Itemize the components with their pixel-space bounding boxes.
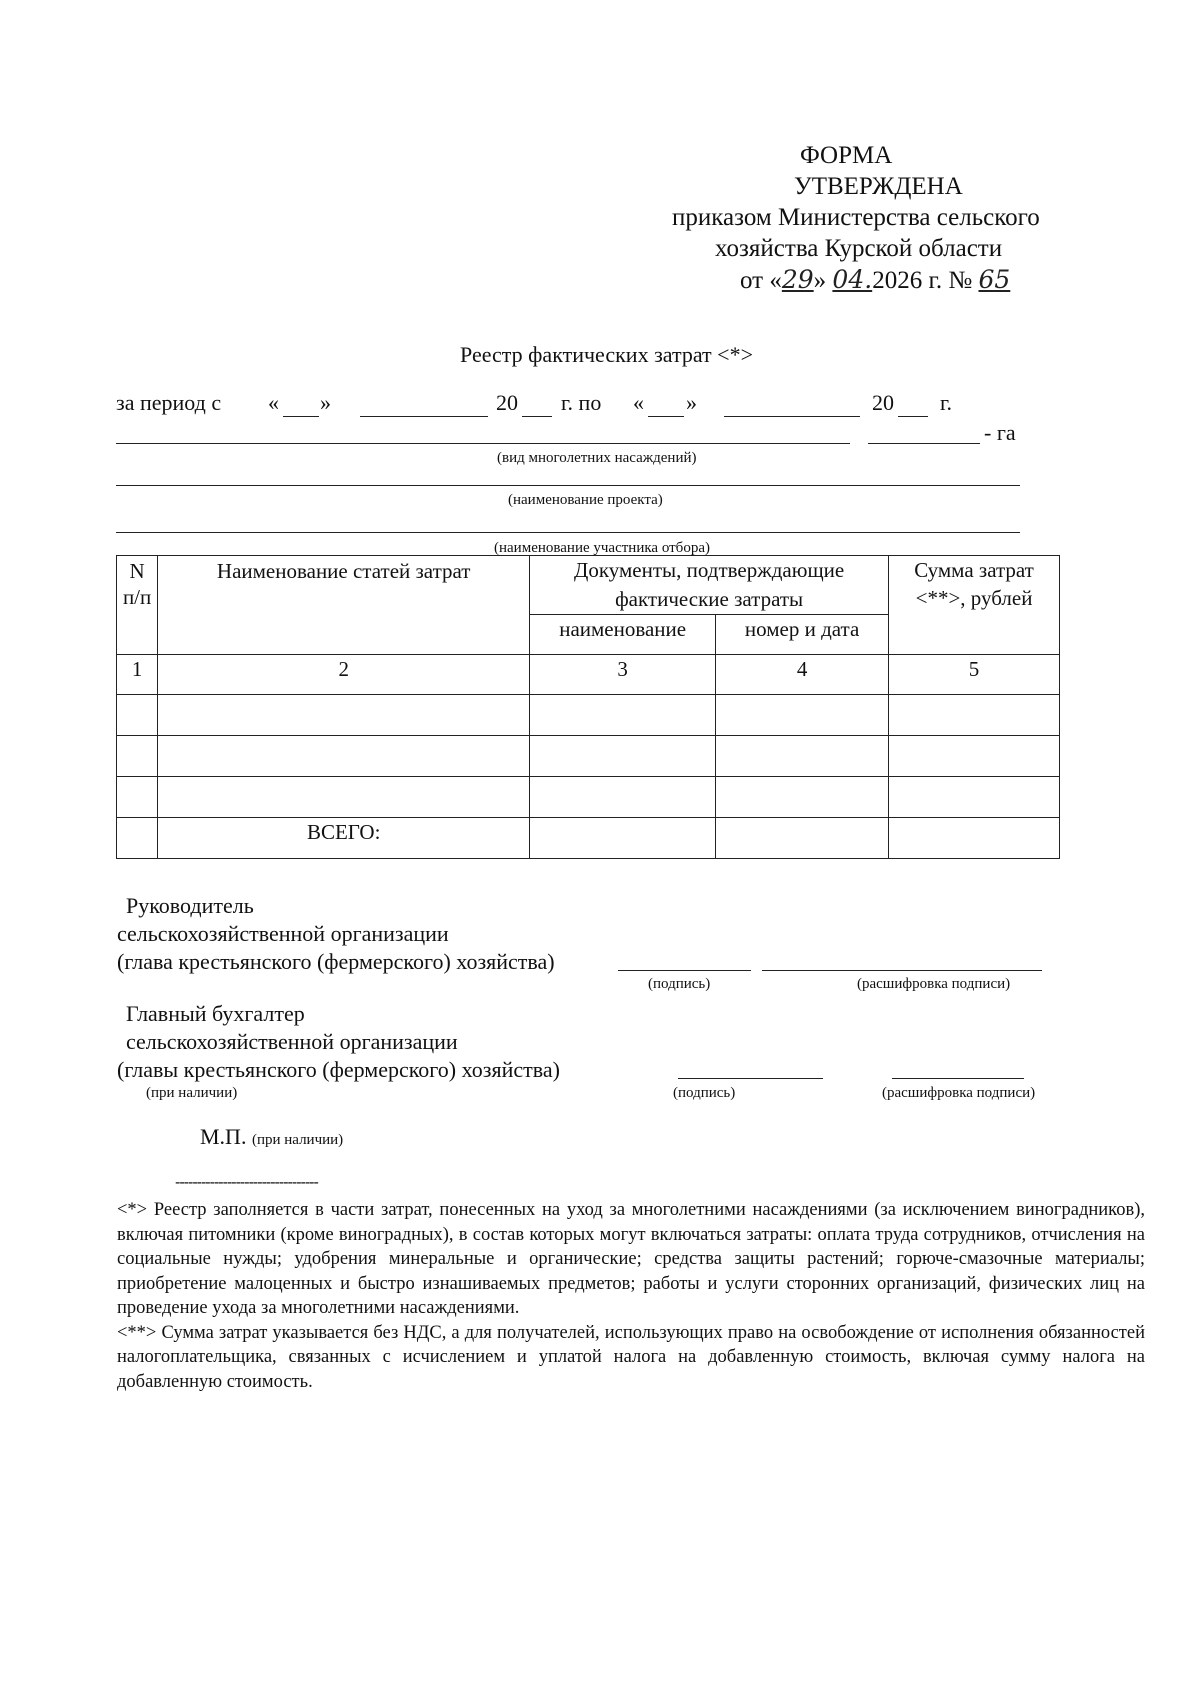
- period-open-quote-1: «: [268, 390, 279, 415]
- table-cell[interactable]: [530, 695, 716, 736]
- col-header-number: N п/п: [117, 556, 158, 655]
- project-name-caption: (наименование проекта): [508, 492, 663, 508]
- participant-name-field[interactable]: [116, 532, 1020, 533]
- costs-table: [116, 555, 1060, 859]
- col-header-cost-items: Наименование статей затрат: [158, 556, 530, 655]
- table-cell[interactable]: [530, 777, 716, 818]
- accountant-signature-caption: (подпись): [673, 1085, 736, 1101]
- accountant-organization: сельскохозяйственной организации: [126, 1029, 458, 1054]
- area-unit-label: - га: [984, 420, 1016, 445]
- col-header-sum: Сумма затрат <**>, рублей: [889, 556, 1060, 655]
- period-open-quote-2: «: [633, 390, 644, 415]
- head-signature-field[interactable]: [618, 970, 751, 971]
- participant-name-caption: (наименование участника отбора): [494, 540, 710, 556]
- col-number-1: 1: [117, 655, 158, 695]
- stamp-note: (при наличии): [251, 1132, 344, 1148]
- plantings-type-field[interactable]: [116, 443, 850, 444]
- period-end-label: г.: [940, 390, 953, 415]
- col-header-doc-number-date: номер и дата: [716, 615, 889, 655]
- accountant-note: (при наличии): [146, 1085, 238, 1101]
- total-label: ВСЕГО:: [158, 818, 530, 859]
- table-cell[interactable]: [889, 695, 1060, 736]
- approval-date-line: [740, 264, 1010, 296]
- col-number-5: 5: [889, 655, 1060, 695]
- period-year-1: 20: [496, 390, 518, 415]
- head-signature-caption: (подпись): [648, 976, 711, 992]
- table-row-column-numbers: [117, 655, 1060, 695]
- stamp-text: М.П.: [200, 1124, 247, 1149]
- approval-order-line: приказом Министерства сельского: [672, 204, 1040, 231]
- approval-number: 65: [978, 265, 1011, 294]
- footnote-1: <*> Реестр заполняется в части затрат, понесенных на уход за многолетними насаждениями (за исключением виноградников), включая питомники (кроме виноградных), в состав которых могут включаться затраты: оплата труда сотрудников, отчисления на социальные нужды; удобрения минеральные и органические; средства защиты растений; горюче-смазочные материалы; приобретение малоценных и быстро изнашиваемых предметов; работы и услуги сторонних организаций, физических лиц на проведение ухода за многолетними насаждениями.: [117, 1200, 1145, 1318]
- approval-date-mid: »: [813, 267, 827, 294]
- stamp-label: [200, 1124, 343, 1150]
- col-header-documents: Документы, подтверждающие фактические затраты: [530, 556, 889, 615]
- table-row: [117, 736, 1060, 777]
- table-cell[interactable]: [716, 736, 889, 777]
- head-title: Руководитель: [126, 893, 254, 918]
- period-year-2-blank[interactable]: [898, 416, 928, 417]
- table-cell[interactable]: [716, 777, 889, 818]
- table-cell[interactable]: [117, 777, 158, 818]
- period-year-1-blank[interactable]: [522, 416, 552, 417]
- approval-month: 04.: [832, 265, 873, 294]
- table-cell[interactable]: [889, 736, 1060, 777]
- table-cell[interactable]: [716, 818, 889, 859]
- table-header-row: [117, 556, 1060, 615]
- period-day-1-blank[interactable]: [283, 416, 319, 417]
- accountant-title: Главный бухгалтер: [126, 1001, 305, 1026]
- head-organization: сельскохозяйственной организации: [117, 921, 449, 946]
- col-number-3: 3: [530, 655, 716, 695]
- approval-ministry-line: хозяйства Курской области: [715, 235, 1003, 262]
- period-day-2-blank[interactable]: [648, 416, 684, 417]
- table-cell[interactable]: [889, 818, 1060, 859]
- table-total-row: [117, 818, 1060, 859]
- table-cell[interactable]: [530, 818, 716, 859]
- table-cell[interactable]: [530, 736, 716, 777]
- head-decode-field[interactable]: [762, 970, 1042, 971]
- plantings-type-caption: (вид многолетних насаждений): [497, 450, 697, 466]
- project-name-field[interactable]: [116, 485, 1020, 486]
- accountant-decode-caption: (расшифровка подписи): [882, 1085, 1036, 1101]
- period-month-1-blank[interactable]: [360, 416, 488, 417]
- approval-form-label: ФОРМА: [800, 142, 893, 169]
- approval-approved-label: УТВЕРЖДЕНА: [794, 173, 963, 200]
- accountant-farm: (главы крестьянского (фермерского) хозяйства): [117, 1057, 560, 1082]
- period-close-quote-2: »: [686, 390, 697, 415]
- head-decode-caption: (расшифровка подписи): [857, 976, 1011, 992]
- footnotes: [117, 1198, 1145, 1394]
- period-year-2: 20: [872, 390, 894, 415]
- approval-date-prefix: от «: [740, 267, 782, 294]
- col-number-4: 4: [716, 655, 889, 695]
- area-field[interactable]: [868, 443, 980, 444]
- approval-year: 2026 г. №: [872, 267, 973, 294]
- head-farm: (глава крестьянского (фермерского) хозяйства): [117, 949, 555, 974]
- table-cell[interactable]: [117, 818, 158, 859]
- period-by-label: г. по: [561, 390, 602, 415]
- table-row: [117, 695, 1060, 736]
- page-title: Реестр фактических затрат <*>: [460, 342, 753, 367]
- table-cell[interactable]: [158, 777, 530, 818]
- period-close-quote-1: »: [320, 390, 331, 415]
- period-label: за период с: [116, 390, 222, 415]
- col-header-doc-name: наименование: [530, 615, 716, 655]
- table-cell[interactable]: [889, 777, 1060, 818]
- approval-day: 29: [781, 265, 814, 294]
- accountant-decode-field[interactable]: [892, 1078, 1024, 1079]
- table-cell[interactable]: [158, 736, 530, 777]
- table-cell[interactable]: [158, 695, 530, 736]
- period-month-2-blank[interactable]: [724, 416, 860, 417]
- table-cell[interactable]: [117, 736, 158, 777]
- footnote-2: <**> Сумма затрат указывается без НДС, а для получателей, использующих право на освобождение от исполнения обязанностей налогоплательщика, связанных с исчислением и уплатой налога на добавленную стоимость, включая сумму налога на добавленную стоимость.: [117, 1322, 1145, 1392]
- table-cell[interactable]: [117, 695, 158, 736]
- table-cell[interactable]: [716, 695, 889, 736]
- table-row: [117, 777, 1060, 818]
- footnote-separator: ---------------------------------: [175, 1174, 318, 1191]
- accountant-signature-field[interactable]: [678, 1078, 823, 1079]
- col-number-2: 2: [158, 655, 530, 695]
